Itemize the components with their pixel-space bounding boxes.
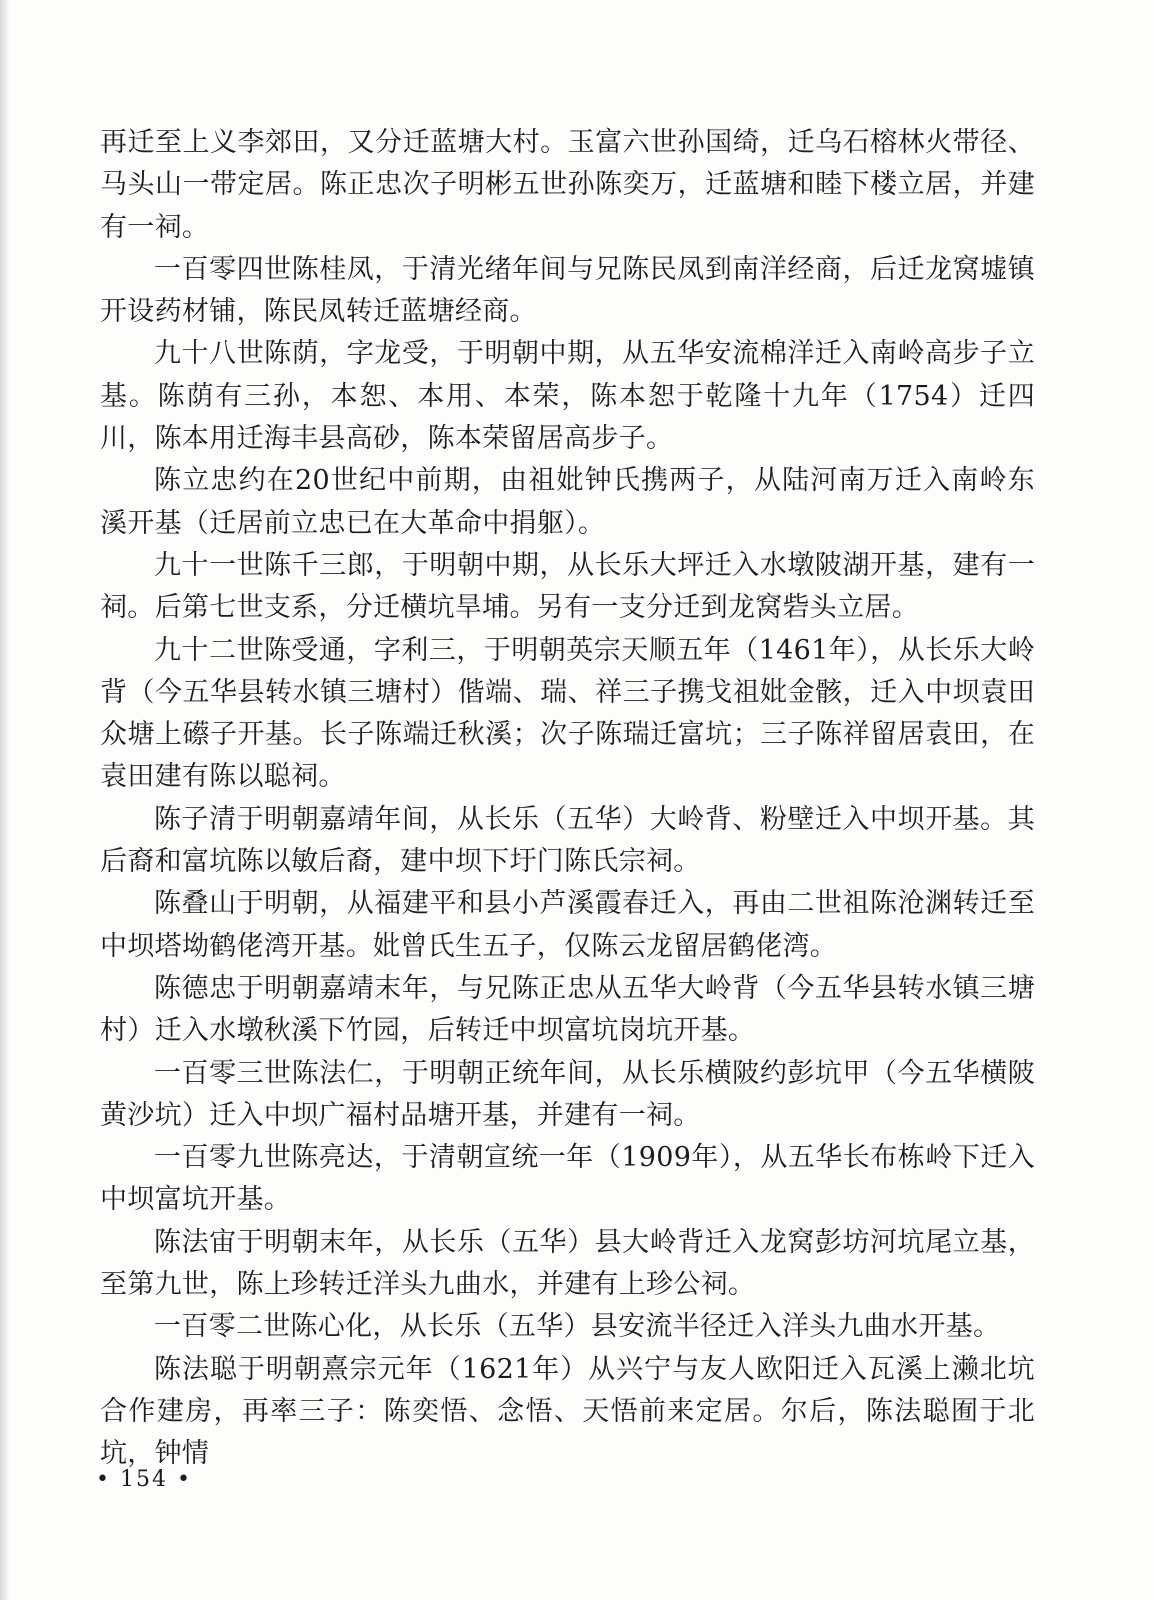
paragraph: 九十二世陈受通，字利三，于明朝英宗天顺五年（1461年），从长乐大岭背（今五华县转水镇三塘村）偕端、瑞、祥三子携戈祖妣金骸，迁入中坝袁田众塘上礤子开基。长子陈端迁秋溪；次子陈瑞迁富坑；三子陈祥留居袁田，在袁田建有陈以聪祠。 [100,634,1035,793]
paragraph: 陈立忠约在20世纪中前期，由祖妣钟氏携两子，从陆河南万迁入南岭东溪开基（迁居前立忠已在大革命中捐躯）。 [100,465,1035,539]
paragraph: 一百零三世陈法仁，于明朝正统年间，从长乐横陂约彭坑甲（今五华横陂黄沙坑）迁入中坝广福村品塘开基，并建有一祠。 [100,1057,1035,1131]
paragraph: 陈法聪于明朝熹宗元年（1621年）从兴宁与友人欧阳迁入瓦溪上濑北坑合作建房，再率三子：陈奕悟、念悟、天悟前来定居。尔后，陈法聪囿于北坑，钟情 [100,1353,1035,1470]
paragraph: 一百零四世陈桂凤，于清光绪年间与兄陈民凤到南洋经商，后迁龙窝墟镇开设药材铺，陈民凤转迁蓝塘经商。 [100,253,1035,328]
paragraph: 再迁至上义李郊田，又分迁蓝塘大村。玉富六世孙国绮，迁乌石榕林火带径、马头山一带定居。陈正忠次子明彬五世孙陈奕万，迁蓝塘和睦下楼立居，并建有一祠。 [100,127,1035,243]
paragraph: 陈叠山于明朝，从福建平和县小芦溪霞春迁入，再由二世祖陈沧渊转迁至中坝塔坳鹤佬湾开基。妣曾氏生五子，仅陈云龙留居鹤佬湾。 [100,888,1035,962]
paragraph: 陈法宙于明朝末年，从长乐（五华）县大岭背迁入龙窝彭坊河坑尾立基，至第九世，陈上珍转迁洋头九曲水，并建有上珍公祠。 [100,1226,1035,1301]
body-text [100,122,1035,1476]
paragraph: 九十一世陈千三郎，于明朝中期，从长乐大坪迁入水墩陂湖开基，建有一祠。后第七世支系，分迁横坑旱埔。另有一支分迁到龙窝砦头立居。 [100,549,1035,624]
paragraph: 九十八世陈荫，字龙受，于明朝中期，从五华安流棉洋迁入南岭高步子立基。陈荫有三孙，本恕、本用、本荣，陈本恕于乾隆十九年（1754）迁四川，陈本用迁海丰县高砂，陈本荣留居高步子。 [100,338,1035,455]
paragraph: 陈子清于明朝嘉靖年间，从长乐（五华）大岭背、粉壁迁入中坝开基。其后裔和富坑陈以敏后裔，建中坝下圩门陈氏宗祠。 [100,803,1035,878]
paragraph: 陈德忠于明朝嘉靖末年，与兄陈正忠从五华大岭背（今五华县转水镇三塘村）迁入水墩秋溪下竹园，后转迁中坝富坑岗坑开基。 [100,972,1035,1047]
page-number: • 154 • [96,1467,192,1492]
paragraph: 一百零九世陈亮达，于清朝宣统一年（1909年），从五华长布栋岭下迁入中坝富坑开基。 [100,1142,1035,1216]
paragraph: 一百零二世陈心化，从长乐（五华）县安流半径迁入洋头九曲水开基。 [154,1311,1001,1343]
